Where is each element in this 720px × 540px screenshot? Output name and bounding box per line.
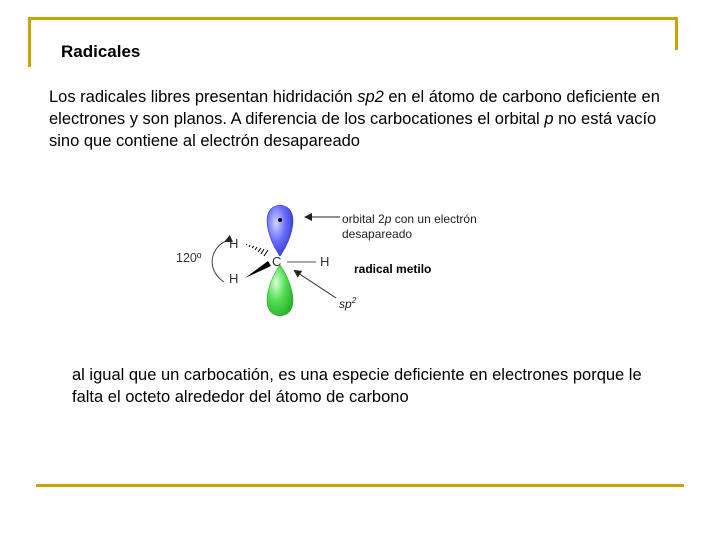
- orbital-annotation: [342, 212, 477, 242]
- conclusion-paragraph: al igual que un carbocatión, es una especie deficiente en electrones porque le falta el octeto alrededor del átomo de carbono: [72, 366, 642, 406]
- orbital-annotation-line2: desapareado: [342, 227, 413, 241]
- methyl-radical-diagram: [170, 195, 500, 325]
- sp2-label-base: sp: [339, 297, 352, 311]
- intro-paragraph: [49, 86, 669, 152]
- frame-bottom-line: [36, 484, 684, 487]
- sp2-label-sup: 2: [351, 296, 357, 305]
- upper-p-lobe: [267, 205, 293, 256]
- hydrogen-label-lower: H: [229, 271, 239, 286]
- orbital-annotation-p: p: [384, 212, 392, 226]
- angle-label: 120º: [176, 251, 202, 265]
- orbital-annotation-prefix: orbital 2: [342, 212, 385, 226]
- frame-right-line: [675, 17, 678, 50]
- intro-text-2: en el átomo de carbono deficiente en electrones y son planos. A diferencia de los carbocationes el orbital: [49, 88, 660, 128]
- unpaired-electron-dot: [278, 218, 282, 222]
- hydrogen-label-upper: H: [229, 236, 239, 251]
- slide-title: Radicales: [61, 42, 141, 61]
- intro-sp2: sp2: [357, 88, 384, 106]
- frame-top-line: [28, 17, 678, 20]
- radical-name-label: radical metilo: [354, 262, 432, 276]
- hydrogen-label-right: H: [320, 254, 330, 269]
- wedge-bond: [245, 261, 271, 278]
- angle-arrow: [212, 241, 226, 282]
- sp2-label: [339, 296, 356, 311]
- orbital-annotation-suffix: con un electrón: [391, 212, 477, 226]
- intro-text-1: Los radicales libres presentan hidridación: [49, 88, 358, 106]
- intro-p: p: [544, 110, 554, 128]
- carbon-label: C: [272, 254, 282, 269]
- frame-left-line: [28, 17, 31, 67]
- intro-text-3: no está vacío sino que contiene al electrón desapareado: [49, 110, 657, 150]
- sp2-pointer-arrow: [295, 271, 336, 298]
- lower-p-lobe: [267, 265, 293, 316]
- dashed-bond: [246, 244, 268, 256]
